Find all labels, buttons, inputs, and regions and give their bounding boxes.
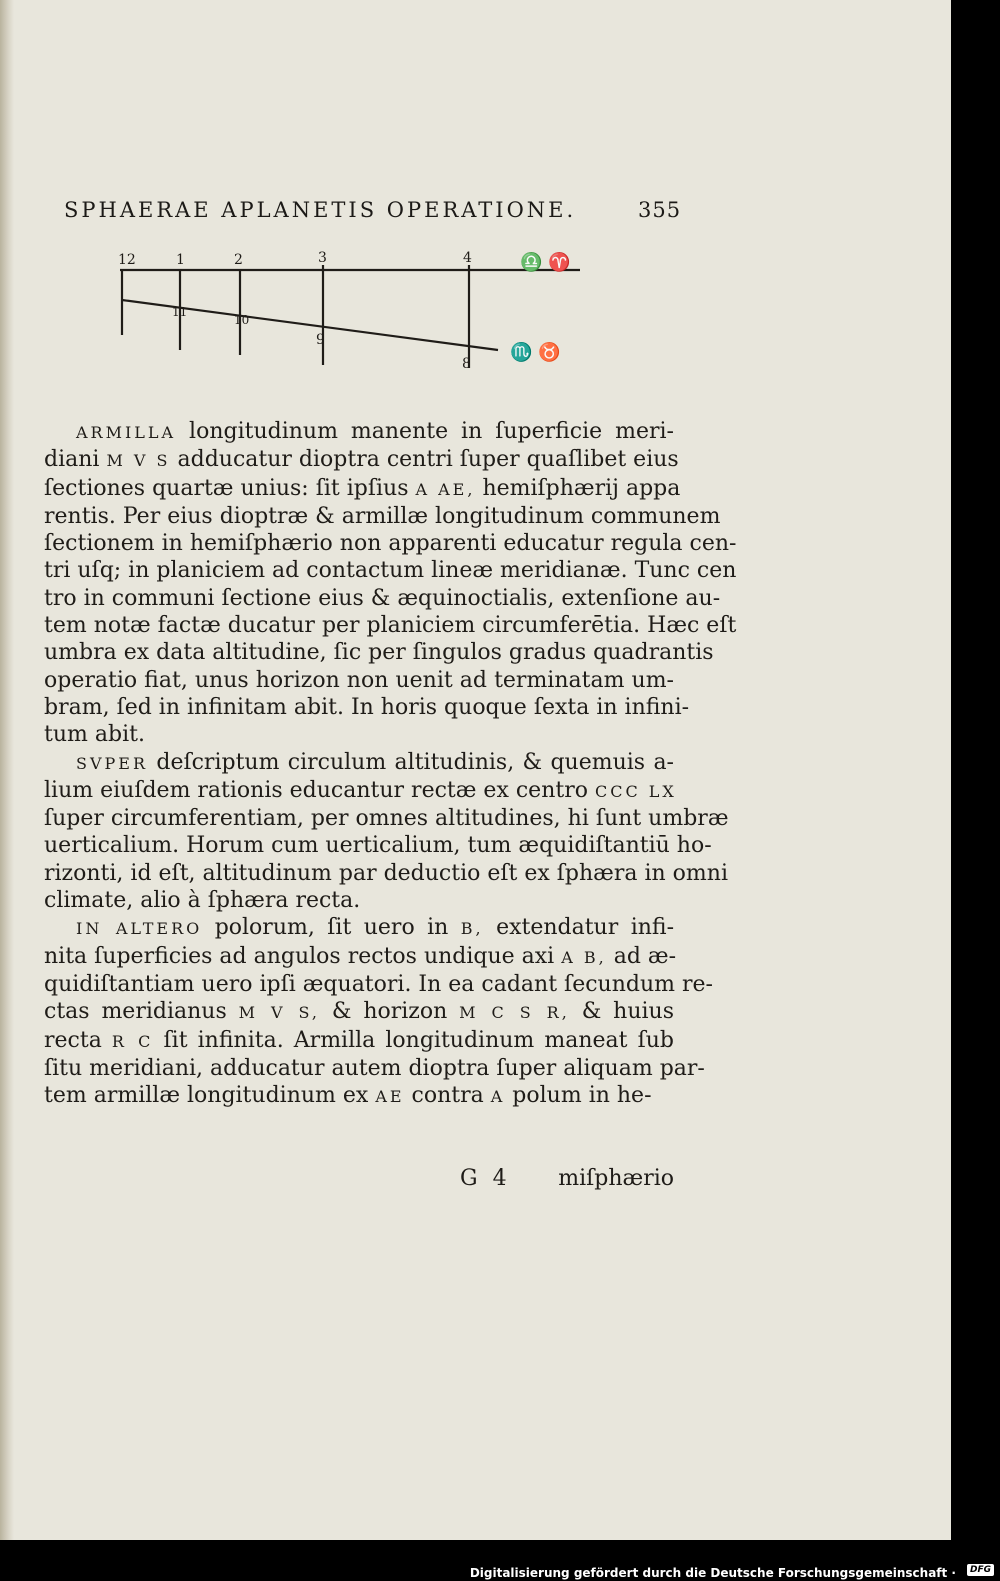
text-run: uerticalium. Horum cum uerticalium, tum æquidiſtantiū ho-: [44, 833, 712, 859]
text-run: ſitu meridiani, adducatur autem dioptra ſuper aliquam par-: [44, 1055, 705, 1081]
text-run: rentis. Per eius dioptræ & armillæ longitudinum communem: [44, 503, 721, 529]
text-run: adducatur dioptra centri ſuper quaſlibet eius: [170, 447, 679, 473]
text-line: [44, 860, 728, 887]
text-run: tem armillæ longitudinum ex: [44, 1083, 376, 1109]
paragraph: [44, 749, 729, 915]
text-run: ſectiones quartæ unius: ſit ipſius: [44, 475, 416, 501]
text-line: [44, 971, 713, 998]
text-run: quidiſtantiam uero ipſi æquatori. In ea cadant ſecundum re-: [44, 971, 713, 997]
body-text: [44, 418, 737, 1110]
small-caps-text: B,: [460, 919, 484, 939]
text-line: [44, 887, 674, 914]
label-bottom-2: 9: [316, 332, 325, 348]
text-run: deſcriptum circulum altitudinis, & quemuis a-: [148, 749, 674, 775]
label-bottom-0: 11: [172, 305, 188, 319]
small-caps-text: R C: [111, 1031, 154, 1051]
text-line: [44, 557, 737, 584]
text-run: tem notæ factæ ducatur per planiciem circumferētia. Hæc eſt: [44, 613, 737, 639]
label-bottom-3: 8: [462, 356, 471, 372]
text-line: [44, 446, 679, 474]
text-run: ſectionem in hemiſphærio non apparenti educatur regula cen-: [44, 531, 737, 557]
text-line: [44, 612, 737, 639]
label-top-4: 4: [463, 250, 472, 266]
label-bottom-1: 10: [234, 313, 250, 327]
text-run: ſit infinita. Armilla longitudinum maneat ſub: [153, 1027, 675, 1053]
small-caps-text: AE: [375, 1087, 405, 1107]
text-run: ctas meridianus: [44, 999, 239, 1025]
signature-mark: G 4: [460, 1166, 511, 1191]
text-run: longitudinum manente in ſuperficie meri-: [176, 419, 674, 444]
text-run: tro in communi ſectione eius & æquinoctialis, extenſione au-: [44, 585, 721, 611]
funding-note: Digitalisierung gefördert durch die Deutsche Forschungsgemeinschaft ·: [469, 1566, 956, 1580]
small-caps-text: M V S,: [238, 1003, 320, 1023]
text-run: & huius: [569, 999, 674, 1025]
small-caps-text: M V S: [106, 451, 171, 471]
label-top-0: 12: [118, 252, 136, 268]
text-line: [44, 805, 729, 832]
label-top-signs: ♎ ♈: [520, 252, 571, 273]
text-line: [44, 418, 674, 446]
text-line: [44, 1082, 674, 1110]
text-line: [44, 1027, 674, 1055]
text-run: nita ſuperficies ad angulos rectos undique axi: [44, 943, 562, 969]
text-line: [44, 998, 674, 1026]
catchword: miſphærio: [558, 1166, 674, 1191]
text-run: & horizon: [319, 999, 460, 1025]
paragraph: [44, 914, 713, 1110]
shadow-line-diagram: [100, 240, 580, 380]
small-caps-text: M C S R,: [459, 1003, 570, 1023]
text-run: polum in he-: [505, 1083, 652, 1109]
text-run: tum abit.: [44, 722, 145, 748]
small-caps-text: A AE,: [415, 479, 476, 499]
text-line: [44, 530, 737, 557]
text-line: [44, 943, 677, 971]
text-line: [44, 667, 674, 694]
paragraph: [44, 418, 737, 749]
text-run: diani: [44, 447, 107, 473]
text-line: [44, 914, 674, 942]
text-line: [44, 503, 721, 530]
text-run: rizonti, id eſt, altitudinum par deductio eſt ex ſphæra in omni: [44, 860, 728, 886]
page-gutter-shadow: [0, 0, 14, 1540]
text-run: tri uſq; in planiciem ad contactum lineæ meridianæ. Tunc cen: [44, 558, 737, 584]
text-line: [44, 721, 674, 748]
text-run: hemiſphærij appa: [475, 475, 681, 501]
text-run: contra: [404, 1083, 491, 1109]
text-run: ad æ-: [606, 943, 677, 969]
label-top-2: 2: [234, 252, 243, 268]
running-title: SPHAERAE APLANETIS OPERATIONE.: [64, 198, 577, 222]
text-line: [44, 585, 721, 612]
text-line: [44, 749, 674, 777]
label-bottom-signs: ♏ ♉: [510, 342, 561, 363]
digitization-footer: [0, 1553, 1000, 1581]
text-run: polorum, ſit uero in: [202, 915, 461, 941]
running-head: [64, 198, 684, 228]
label-top-3: 3: [318, 250, 327, 266]
small-caps-text: IN ALTERO: [76, 919, 203, 939]
text-line: [44, 694, 690, 721]
label-top-1: 1: [176, 252, 185, 268]
text-line: [44, 475, 681, 503]
text-line: [44, 1055, 705, 1082]
small-caps-text: SVPER: [76, 753, 149, 773]
signature-line: [460, 1166, 674, 1196]
text-line: [44, 832, 712, 859]
text-run: operatio fiat, unus horizon non uenit ad terminatam um-: [44, 667, 674, 693]
text-run: extendatur infi-: [483, 915, 674, 941]
text-line: [44, 639, 714, 666]
small-caps-text: CCC LX: [594, 781, 677, 801]
small-caps-text: A: [490, 1087, 506, 1107]
dfg-logo: DFG: [967, 1564, 994, 1576]
small-caps-text: ARMILLA: [76, 423, 177, 442]
text-run: bram, ſed in infinitam abit. In horis quoque ſexta in infini-: [44, 694, 690, 720]
text-run: climate, alio à ſphæra recta.: [44, 888, 361, 914]
text-line: [44, 777, 677, 805]
page-number: 355: [638, 198, 682, 222]
text-run: lium eiuſdem rationis educantur rectæ ex centro: [44, 777, 595, 803]
small-caps-text: A B,: [561, 947, 607, 967]
text-run: ſuper circumferentiam, per omnes altitudines, hi ſunt umbræ: [44, 806, 729, 832]
text-run: recta: [44, 1027, 112, 1053]
text-run: umbra ex data altitudine, ſic per ſingulos gradus quadrantis: [44, 640, 714, 666]
